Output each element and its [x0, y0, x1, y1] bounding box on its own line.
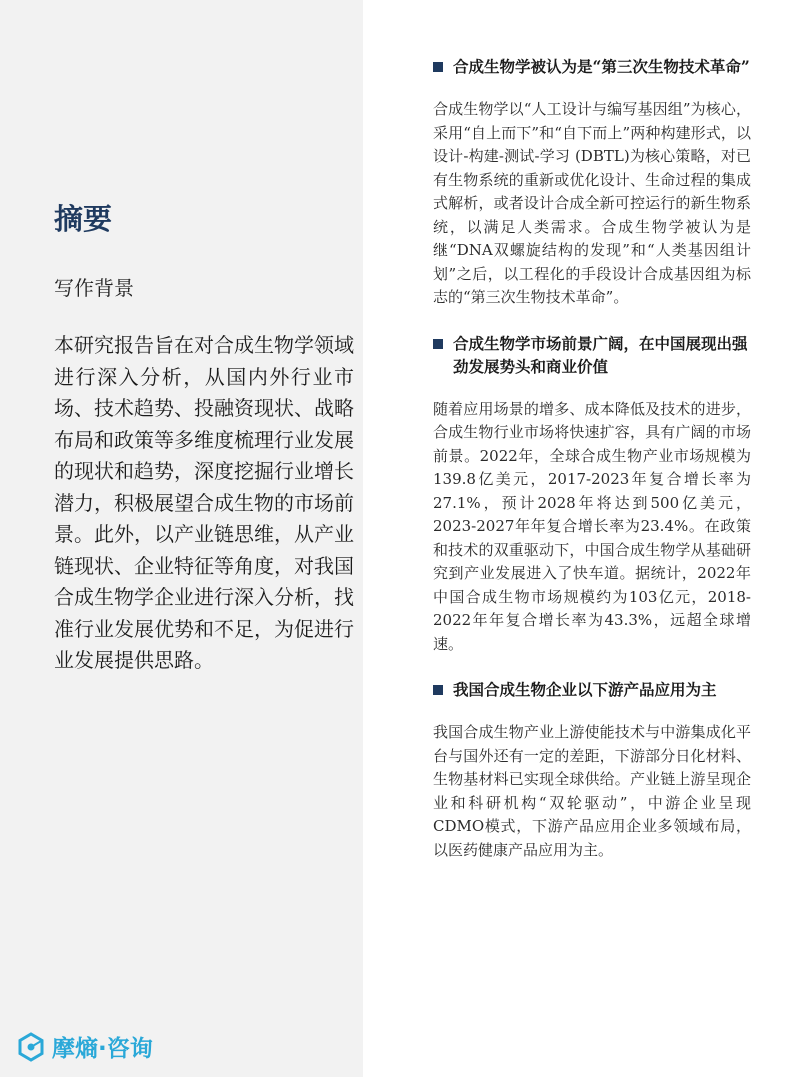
abstract-title: 摘要	[54, 202, 113, 236]
logo-text: 摩熵·咨询	[52, 1036, 153, 1062]
molecule-logo-icon	[16, 1032, 46, 1062]
square-bullet-icon	[433, 62, 443, 72]
section-heading	[433, 678, 751, 701]
section-heading	[433, 55, 751, 78]
abstract-panel	[0, 0, 363, 1077]
square-bullet-icon	[433, 685, 443, 695]
section-body: 随着应用场景的增多、成本降低及技术的进步，合成生物行业市场将快速扩容，具有广阔的市场前景。2022年，全球合成生物产业市场规模为139.8亿美元，2017-2023年复合增长率为27.1%，预计2028年将达到500亿美元，2023-2027年年复合增长率为23.4%。在政策和技术的双重驱动下，中国合成生物学从基础研究到产业发展进入了快车道。据统计，2022年中国合成生物市场规模约为103亿元，2018-2022年年复合增长率为43.3%，远超全球增速。	[433, 399, 751, 653]
square-bullet-icon	[433, 339, 443, 349]
section-1	[433, 55, 751, 310]
section-3	[433, 678, 751, 862]
abstract-body: 本研究报告旨在对合成生物学领域进行深入分析，从国内外行业市场、技术趋势、投融资现状、战略布局和政策等多维度梳理行业发展的现状和趋势，深度挖掘行业增长潜力，积极展望合成生物的市场前景。此外，以产业链思维，从产业链现状、企业特征等角度，对我国合成生物学企业进行深入分析，找准行业发展优势和不足，为促进行业发展提供思路。	[54, 333, 354, 672]
section-body: 我国合成生物产业上游使能技术与中游集成化平台与国外还有一定的差距，下游部分日化材料、生物基材料已实现全球供给。产业链上游呈现企业和科研机构“双轮驱动”，中游企业呈现CDMO模式，下游产品应用企业多领域布局，以医药健康产品应用为主。	[433, 723, 751, 859]
brand-logo	[16, 1030, 153, 1063]
sections-column	[433, 55, 751, 884]
section-2	[433, 332, 751, 657]
abstract-subtitle: 写作背景	[54, 276, 134, 300]
section-heading-text: 合成生物学市场前景广阔，在中国展现出强劲发展势头和商业价值	[453, 333, 748, 376]
section-body: 合成生物学以“人工设计与编写基因组”为核心，采用“自上而下”和“自下而上”两种构建形式，以设计-构建-测试-学习 (DBTL)为核心策略，对已有生物系统的重新或优化设计、生命过程的集成式解析，或者设计合成全新可控运行的新生物系统，以满足人类需求。合成生物学被认为是继“DNA双螺旋结构的发现”和“人类基因组计划”之后，以工程化的手段设计合成基因组为标志的“第三次生物技术革命”。	[433, 100, 751, 306]
section-heading-text: 我国合成生物企业以下游产品应用为主	[453, 680, 717, 699]
section-heading	[433, 332, 751, 378]
section-heading-text: 合成生物学被认为是“第三次生物技术革命”	[453, 57, 750, 76]
